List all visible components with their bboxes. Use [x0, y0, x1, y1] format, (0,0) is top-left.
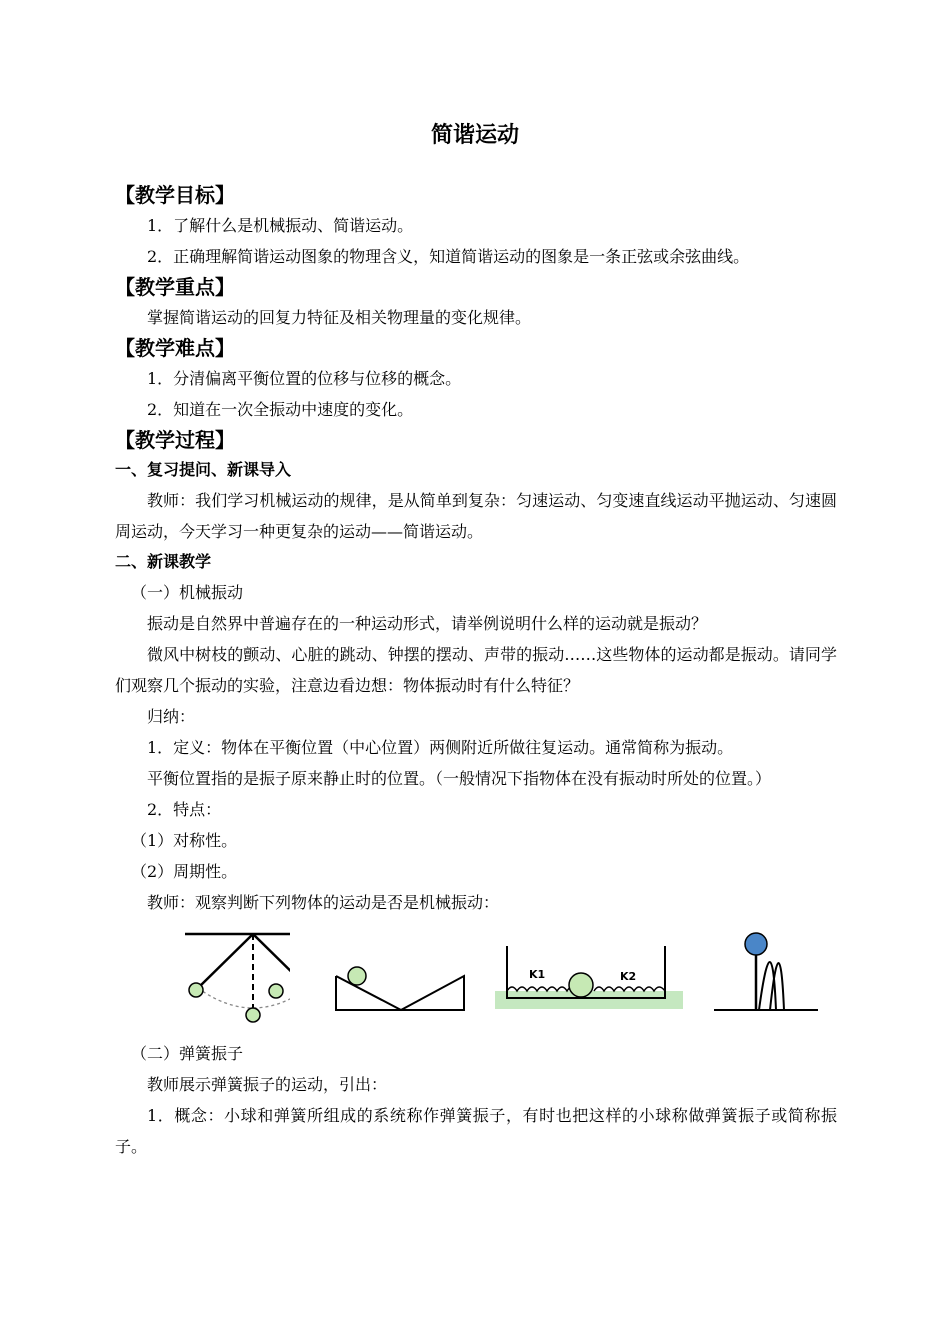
- difficult-heading: 【教学难点】: [115, 336, 235, 360]
- sub2-heading: （二）弹簧振子: [131, 1044, 244, 1063]
- teacher-question: 教师：观察判断下列物体的运动是否是机械振动：: [147, 893, 500, 912]
- spring-label-k1: K1: [529, 968, 546, 981]
- part1-text: 教师：我们学习机械运动的规律，是从简单到复杂：匀速运动、匀变速直线运动平抛运动、匀速圆周运动，今天学习一种更复杂的运动——简谐运动。: [115, 491, 837, 541]
- goal-2: 2．正确理解简谐运动图象的物理含义，知道简谐运动的图象是一条正弦或余弦曲线。: [147, 247, 750, 266]
- balance-text: 平衡位置指的是振子原来静止时的位置。（一般情况下指物体在没有振动时所处的位置。）: [147, 769, 772, 788]
- vibration-figures: [115, 924, 837, 1034]
- document-body: [115, 180, 837, 1162]
- feature-1: （1）对称性。: [131, 831, 238, 850]
- page-title: 简谐运动: [430, 123, 519, 148]
- sub1-heading: （一）机械振动: [131, 583, 244, 602]
- elastic-strip-figure: [712, 924, 822, 1024]
- definition-text: 1．定义：物体在平衡位置（中心位置）两侧附近所做往复运动。通常简称为振动。: [147, 738, 734, 757]
- features-label: 2．特点：: [147, 800, 222, 819]
- question-1: 振动是自然界中普遍存在的一种运动形式，请举例说明什么样的运动就是振动？: [147, 614, 708, 633]
- spring-label-k2: K2: [620, 970, 637, 983]
- v-track-figure: [333, 954, 468, 1014]
- spring-oscillator-figure: [493, 944, 685, 1014]
- spring-definition: 1．概念：小球和弹簧所组成的系统称作弹簧振子，有时也把这样的小球称做弹簧振子或简称振子。: [115, 1106, 837, 1156]
- process-heading: 【教学过程】: [115, 428, 235, 452]
- goal-1: 1．了解什么是机械振动、简谐运动。: [147, 216, 414, 235]
- part1-heading: 一、复习提问、新课导入: [115, 460, 292, 479]
- difficult-point-1: 1．分清偏离平衡位置的位移与位移的概念。: [147, 369, 462, 388]
- summary-label: 归纳：: [147, 707, 196, 726]
- key-point-1: 掌握简谐运动的回复力特征及相关物理量的变化规律。: [147, 308, 532, 327]
- feature-2: （2）周期性。: [131, 862, 238, 881]
- pendulum-right-bob: [266, 981, 286, 1001]
- goals-heading: 【教学目标】: [115, 183, 235, 207]
- examples-text: 微风中树枝的颤动、心脏的跳动、钟摆的摆动、声带的振动……这些物体的运动都是振动。请同学们观察几个振动的实验，注意边看边想：物体振动时有什么特征？: [115, 645, 837, 695]
- key-heading: 【教学重点】: [115, 275, 235, 299]
- part2-heading: 二、新课教学: [115, 552, 212, 571]
- pendulum-figure: [150, 924, 290, 1024]
- difficult-point-2: 2．知道在一次全振动中速度的变化。: [147, 400, 414, 419]
- spring-intro: 教师展示弹簧振子的运动，引出：: [147, 1075, 388, 1094]
